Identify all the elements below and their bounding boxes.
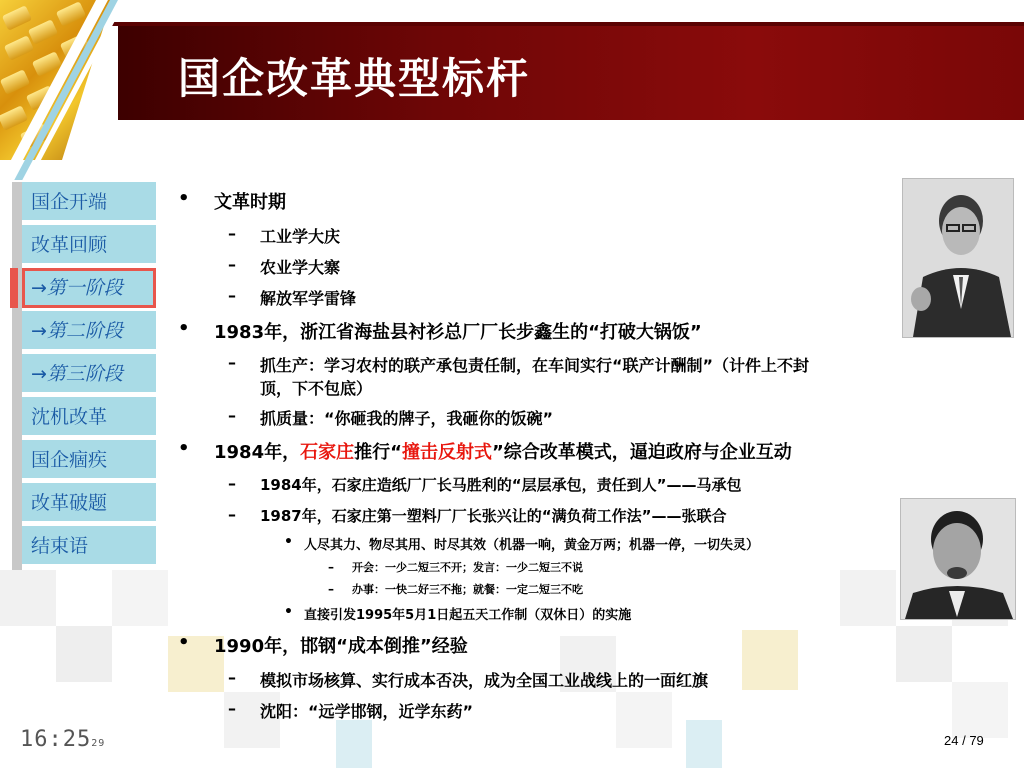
slide-title: 国企改革典型标杆 <box>178 54 531 103</box>
bullet-dash: – <box>228 224 236 243</box>
clock-seconds: 29 <box>91 738 106 749</box>
page-total: 79 <box>969 733 984 748</box>
item-ma-chengbao: 1984年，石家庄造纸厂厂长马胜利的“层层承包，责任到人”——马承包 <box>260 476 742 494</box>
page-current: 24 <box>944 733 959 748</box>
text-1984-prefix: 1984年， <box>214 442 301 463</box>
text-1984-suffix: ”综合改革模式，逼迫政府与企业互动 <box>491 442 792 463</box>
bullet-dot: • <box>178 632 190 653</box>
item-gongye-daqing: 工业学大庆 <box>260 227 341 246</box>
heading-1990: 1990年，邯钢“成本倒推”经验 <box>214 636 468 657</box>
page-separator: / <box>958 733 970 748</box>
slide-clock <box>20 727 105 752</box>
nav-item-stage-2[interactable]: →第二阶段 <box>22 311 156 351</box>
item-lei-feng: 解放军学雷锋 <box>260 289 357 308</box>
heading-wenge: 文革时期 <box>214 192 286 213</box>
bullet-dash: – <box>228 286 236 305</box>
nav-item-stage-1[interactable]: →第一阶段 <box>22 268 156 308</box>
item-zhua-shengchan: 抓生产：学习农村的联产承包责任制，在车间实行“联产计酬制”（计件上不封 <box>260 356 810 375</box>
highlight-zhuangji-fanshe: 撞击反射式 <box>401 442 492 463</box>
item-zhang-lianhe: 1987年，石家庄第一塑料厂厂长张兴让的“满负荷工作法”——张联合 <box>260 507 727 525</box>
nav-item-guoqi-gouji[interactable]: 国企痼疾 <box>22 440 156 480</box>
heading-1983: 1983年，浙江省海盐县衬衫总厂厂长步鑫生的“打破大锅饭” <box>214 322 702 343</box>
item-shuangxiuri: 直接引发1995年5月1日起五天工作制（双休日）的实施 <box>304 608 632 623</box>
bullet-dash: – <box>228 406 236 425</box>
item-renjin-qili: 人尽其力、物尽其用、时尽其效（机器一响，黄金万两；机器一停，一切失灵） <box>304 538 760 553</box>
clock-time: 16:25 <box>20 727 92 752</box>
bullet-dot-small: • <box>284 604 293 620</box>
bullet-dot: • <box>178 318 190 339</box>
bullet-dash: – <box>228 668 236 687</box>
nav-item-stage-3[interactable]: →第三阶段 <box>22 354 156 394</box>
bullet-dot: • <box>178 188 190 209</box>
bullet-dash: – <box>228 505 236 524</box>
highlight-shijiazhuang: 石家庄 <box>300 442 355 463</box>
bullet-dash: – <box>228 699 236 718</box>
heading-1984 <box>214 438 792 464</box>
item-shenyang: 沈阳：“远学邯钢，近学东药” <box>260 702 474 721</box>
nav-item-gaige-poti[interactable]: 改革破题 <box>22 483 156 523</box>
nav-item-gaige-huigu[interactable]: 改革回顾 <box>22 225 156 265</box>
page-number <box>944 733 984 748</box>
bullet-dash: – <box>228 353 236 372</box>
nav-item-shenji-gaige[interactable]: 沈机改革 <box>22 397 156 437</box>
bullet-dot-small: • <box>284 534 293 550</box>
bullet-dash: – <box>228 474 236 493</box>
bullet-dot: • <box>178 438 190 459</box>
bullet-dash-small: – <box>328 560 334 574</box>
item-kaihui: 开会：一少二短三不开；发言：一少二短三不说 <box>352 561 583 574</box>
nav-item-guoqi-kaiduan[interactable]: 国企开端 <box>22 182 156 222</box>
item-nongye-dazhai: 农业学大寨 <box>260 258 341 277</box>
item-moni-shichang: 模拟市场核算、实行成本否决，成为全国工业战线上的一面红旗 <box>260 671 709 690</box>
item-zhua-shengchan-cont: 顶，下不包底） <box>260 379 373 398</box>
bullet-dash: – <box>228 255 236 274</box>
bullet-dash-small: – <box>328 582 334 596</box>
item-banshi: 办事：一快二好三不拖；就餐：一定二短三不吃 <box>352 583 583 596</box>
text-tuixing: 推行“ <box>354 442 402 463</box>
item-zhua-zhiliang: 抓质量：“你砸我的牌子，我砸你的饭碗” <box>260 409 554 428</box>
nav-item-jieshuyu[interactable]: 结束语 <box>22 526 156 566</box>
